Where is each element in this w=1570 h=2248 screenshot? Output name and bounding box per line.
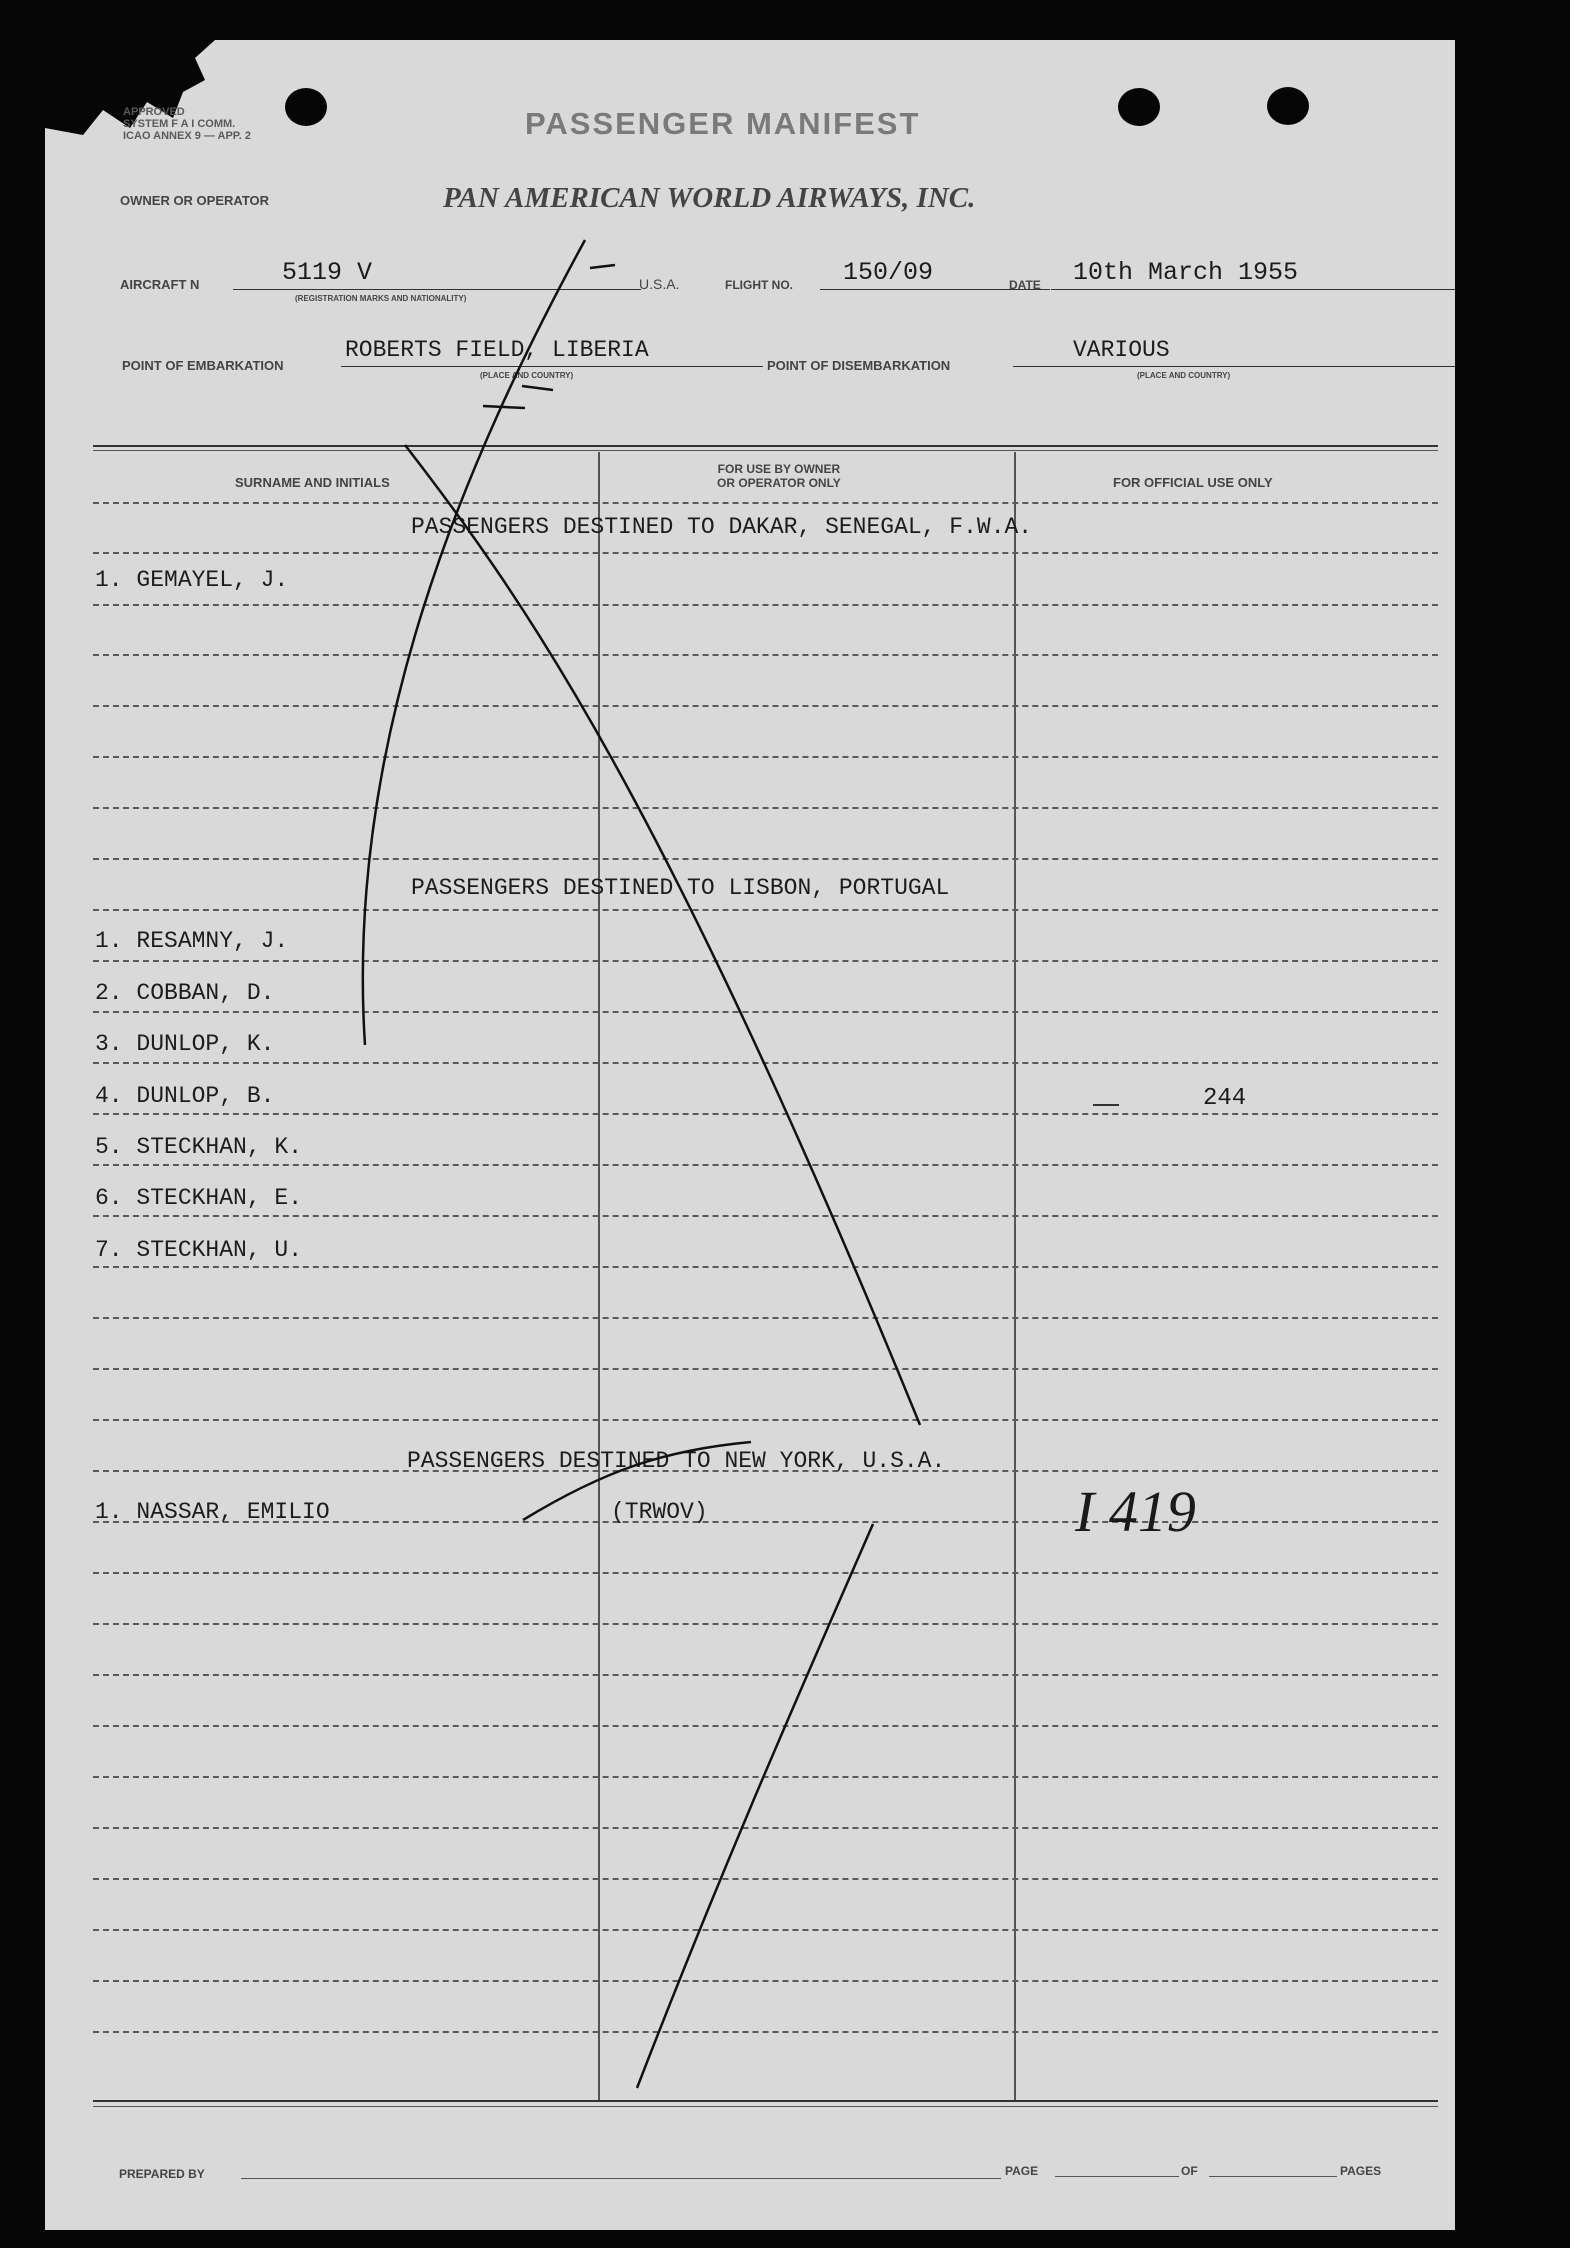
document-title: PASSENGER MANIFEST	[525, 106, 921, 141]
embarkation-label: POINT OF EMBARKATION	[122, 358, 284, 373]
section-heading-newyork: PASSENGERS DESTINED TO NEW YORK, U.S.A.	[407, 1448, 946, 1474]
page-label: PAGE	[1005, 2164, 1039, 2178]
disembarkation-label: POINT OF DISEMBARKATION	[767, 358, 951, 373]
col-surname-header: SURNAME AND INITIALS	[235, 475, 390, 490]
flight-value: 150/09	[843, 258, 934, 287]
date-label: DATE	[1009, 278, 1041, 292]
passenger-row: 1. RESAMNY, J.	[95, 928, 289, 954]
owner-label: OWNER OR OPERATOR	[120, 193, 270, 208]
section-heading-dakar: PASSENGERS DESTINED TO DAKAR, SENEGAL, F.W.A.	[411, 514, 1033, 540]
passenger-row: 1. GEMAYEL, J.	[95, 567, 289, 593]
place-caption: (PLACE AND COUNTRY)	[480, 371, 574, 380]
passenger-row: 7. STECKHAN, U.	[95, 1237, 303, 1263]
passenger-row: 2. COBBAN, D.	[95, 980, 275, 1006]
col-operator-header: FOR USE BY OWNER OR OPERATOR ONLY	[717, 462, 841, 490]
embarkation-value: ROBERTS FIELD, LIBERIA	[345, 337, 649, 363]
official-handwritten-note: I 419	[1075, 1479, 1196, 1544]
passenger-row: 3. DUNLOP, K.	[95, 1031, 275, 1057]
underline	[241, 2178, 1001, 2179]
prepared-label: PREPARED BY	[119, 2167, 205, 2181]
of-label: OF	[1181, 2164, 1198, 2178]
place-caption: (PLACE AND COUNTRY)	[1137, 371, 1231, 380]
underline	[1209, 2176, 1337, 2177]
date-value: 10th March 1955	[1073, 258, 1299, 287]
aircraft-label: AIRCRAFT N	[120, 277, 200, 292]
approval-note: APPROVED SYSTEM F A I COMM. ICAO ANNEX 9 — APP. 2	[123, 106, 251, 142]
passenger-row: 1. NASSAR, EMILIO	[95, 1499, 330, 1525]
pen-strokes	[45, 40, 1455, 2230]
registration-caption: (REGISTRATION MARKS AND NATIONALITY)	[295, 294, 467, 303]
flight-label: FLIGHT NO.	[725, 278, 793, 292]
passenger-row: 6. STECKHAN, E.	[95, 1185, 303, 1211]
operator-note: (TRWOV)	[611, 1499, 708, 1525]
manifest-sheet	[45, 40, 1455, 2230]
section-heading-lisbon: PASSENGERS DESTINED TO LISBON, PORTUGAL	[411, 875, 950, 901]
passenger-row: 5. STECKHAN, K.	[95, 1134, 303, 1160]
owner-value: PAN AMERICAN WORLD AIRWAYS, INC.	[443, 182, 976, 214]
underline	[1055, 2176, 1179, 2177]
disembarkation-value: VARIOUS	[1073, 337, 1170, 363]
aircraft-value: 5119 V	[282, 258, 373, 287]
passenger-row: 4. DUNLOP, B.	[95, 1083, 275, 1109]
col-official-header: FOR OFFICIAL USE ONLY	[1113, 475, 1273, 490]
official-note: 244	[1203, 1085, 1247, 1112]
pages-label: PAGES	[1340, 2164, 1382, 2178]
country-text: U.S.A.	[639, 276, 680, 292]
